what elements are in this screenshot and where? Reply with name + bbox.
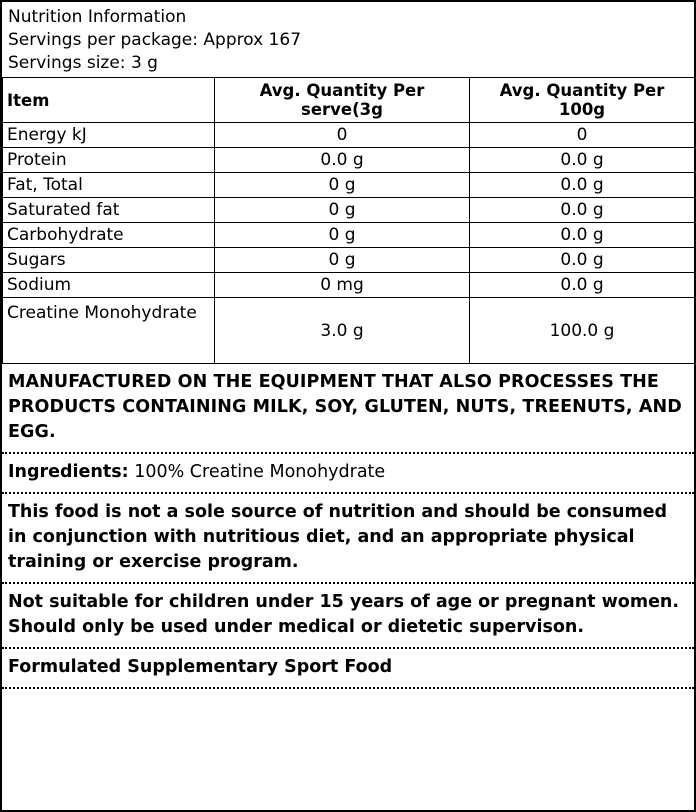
diet-advice-section (2, 494, 694, 584)
table-row (3, 148, 695, 173)
ingredients-value: 100% Creatine Monohydrate (134, 462, 386, 482)
row-value-per-100g: 0 (470, 123, 695, 148)
classification-section (2, 649, 694, 689)
row-value-per-serve: 0 g (215, 198, 470, 223)
row-label: Carbohydrate (3, 223, 215, 248)
row-value-per-100g: 0.0 g (470, 173, 695, 198)
ingredients-section (2, 454, 694, 494)
table-row (3, 273, 695, 298)
table-row (3, 123, 695, 148)
row-label: Creatine Monohydrate (3, 298, 215, 364)
table-row (3, 248, 695, 273)
row-label: Sugars (3, 248, 215, 273)
table-header-row (3, 78, 695, 123)
table-row (3, 298, 695, 364)
row-label: Protein (3, 148, 215, 173)
row-value-per-100g: 0.0 g (470, 148, 695, 173)
allergen-warning-text: MANUFACTURED ON THE EQUIPMENT THAT ALSO PROCESSES THE PRODUCTS CONTAINING MILK, SOY, GLUTEN, NUTS, TREENUTS, AND EGG. (8, 372, 682, 442)
table-row (3, 198, 695, 223)
nutrition-table (2, 77, 695, 364)
bottom-spacer (2, 689, 694, 810)
page-title: Nutrition Information (8, 7, 187, 27)
row-label: Fat, Total (3, 173, 215, 198)
table-row (3, 223, 695, 248)
row-value-per-100g: 100.0 g (470, 298, 695, 364)
row-value-per-serve: 0.0 g (215, 148, 470, 173)
age-warning-line-1: Not suitable for children under 15 years of age or pregnant women. (8, 592, 680, 612)
column-header-per-100g: Avg. Quantity Per 100g (470, 78, 695, 123)
row-label: Energy kJ (3, 123, 215, 148)
diet-advice-text: This food is not a sole source of nutrition and should be consumed in conjunction with nutritious diet, and an appropriate physical training or exercise program. (8, 502, 668, 572)
column-header-per-serve: Avg. Quantity Per serve(3g (215, 78, 470, 123)
allergen-warning-section (2, 364, 694, 454)
row-value-per-serve: 0 g (215, 248, 470, 273)
row-value-per-serve: 0 mg (215, 273, 470, 298)
table-row (3, 173, 695, 198)
row-label: Sodium (3, 273, 215, 298)
row-value-per-100g: 0.0 g (470, 198, 695, 223)
row-value-per-100g: 0.0 g (470, 223, 695, 248)
row-value-per-serve: 0 g (215, 223, 470, 248)
row-value-per-serve: 3.0 g (215, 298, 470, 364)
ingredients-line (8, 460, 688, 485)
row-label: Saturated fat (3, 198, 215, 223)
age-warning-section (2, 584, 694, 649)
row-value-per-serve: 0 g (215, 173, 470, 198)
row-value-per-100g: 0.0 g (470, 273, 695, 298)
ingredients-label: Ingredients: (8, 462, 129, 482)
age-warning-line-2: Should only be used under medical or dietetic supervison. (8, 617, 584, 637)
row-value-per-serve: 0 (215, 123, 470, 148)
row-value-per-100g: 0.0 g (470, 248, 695, 273)
classification-text: Formulated Supplementary Sport Food (8, 657, 393, 677)
column-header-item: Item (3, 78, 215, 123)
header-block (2, 2, 694, 77)
servings-per-package: Servings per package: Approx 167 (8, 30, 302, 50)
serving-size: Servings size: 3 g (8, 53, 158, 73)
